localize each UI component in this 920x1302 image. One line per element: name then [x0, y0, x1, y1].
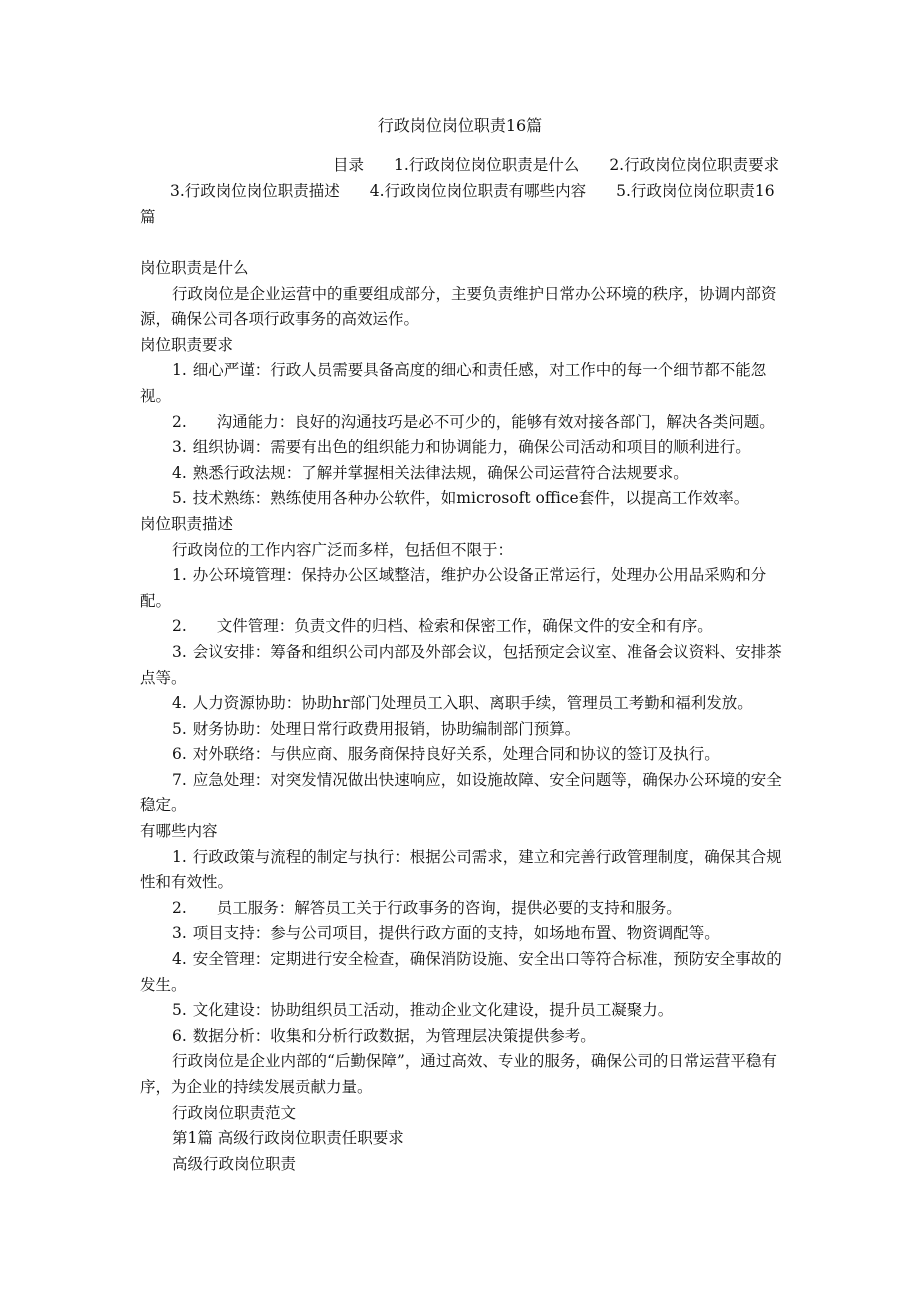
list-text: 数据分析：收集和分析行政数据，为管理层决策提供参考。 [192, 1026, 596, 1045]
document-body [140, 256, 790, 1177]
list-item [140, 563, 790, 614]
toc-item-5[interactable]: 5.行政岗位岗位职责16篇 [140, 182, 775, 226]
list-number: 4. [172, 463, 187, 482]
list-text: 会议安排：筹备和组织公司内部及外部会议，包括预定会议室、准备会议资料、安排茶点等。 [140, 642, 782, 687]
list-number: 2. [172, 617, 187, 636]
toc-item-1[interactable]: 1.行政岗位岗位职责是什么 [394, 156, 580, 174]
list-item [140, 921, 790, 947]
list-text: 沟通能力：良好的沟通技巧是必不可少的，能够有效对接各部门，解决各类问题。 [216, 412, 775, 431]
list-number: 1. [172, 847, 187, 866]
list-item [140, 768, 790, 819]
list-item [140, 947, 790, 998]
list-number: 6. [172, 1026, 187, 1045]
list-item [140, 1024, 790, 1050]
section-heading: 岗位职责是什么 [140, 259, 249, 277]
list-number: 1. [172, 361, 187, 380]
chapter-title: 第1篇 高级行政岗位职责任职要求 [172, 1129, 404, 1148]
list-text: 行政政策与流程的制定与执行：根据公司需求，建立和完善行政管理制度，确保其合规性和有效性。 [140, 847, 782, 892]
subheading: 高级行政岗位职责 [172, 1154, 297, 1173]
list-text: 人力资源协助：协助hr部门处理员工入职、离职手续，管理员工考勤和福利发放。 [192, 694, 753, 713]
list-item [140, 896, 790, 922]
toc-label: 目录 [333, 156, 365, 174]
list-item [140, 998, 790, 1024]
list-number: 7. [172, 770, 187, 789]
list-item [140, 486, 790, 512]
list-text: 安全管理：定期进行安全检查，确保消防设施、安全出口等符合标准，预防安全事故的发生。 [140, 950, 782, 994]
section-heading: 岗位职责描述 [140, 514, 234, 533]
toc-item-4[interactable]: 4.行政岗位岗位职责有哪些内容 [369, 182, 587, 200]
list-item [140, 410, 790, 436]
list-number: 2. [172, 412, 187, 431]
paragraph: 行政岗位是企业运营中的重要组成部分，主要负责维护日常办公环境的秩序，协调内部资源，确保公司各项行政事务的高效运作。 [140, 284, 777, 329]
list-text: 组织协调：需要有出色的组织能力和协调能力，确保公司活动和项目的顺利进行。 [192, 438, 751, 457]
list-number: 3. [172, 438, 187, 457]
list-item [140, 691, 790, 717]
paragraph: 行政岗位的工作内容广泛而多样，包括但不限于： [172, 540, 514, 559]
list-item [140, 614, 790, 640]
list-text: 技术熟练：熟练使用各种办公软件，如microsoft office套件，以提高工作效率。 [192, 489, 750, 508]
list-text: 细心严谨：行政人员需要具备高度的细心和责任感，对工作中的每一个细节都不能忽视。 [140, 361, 767, 405]
list-number: 5. [172, 489, 187, 508]
list-number: 5. [172, 1001, 187, 1020]
list-text: 项目支持：参与公司项目，提供行政方面的支持，如场地布置、物资调配等。 [192, 924, 720, 943]
list-item [140, 845, 790, 896]
list-number: 2. [172, 898, 187, 917]
table-of-contents [140, 152, 785, 230]
list-item [140, 640, 790, 691]
toc-item-2[interactable]: 2.行政岗位岗位职责要求 [609, 156, 780, 174]
list-item [140, 717, 790, 743]
list-item [140, 461, 790, 487]
list-item [140, 358, 790, 409]
sample-heading: 行政岗位职责范文 [172, 1103, 297, 1122]
list-text: 财务协助：处理日常行政费用报销，协助编制部门预算。 [192, 719, 581, 738]
closing-paragraph: 行政岗位是企业内部的“后勤保障”，通过高效、专业的服务，确保公司的日常运营平稳有序，为企业的持续发展贡献力量。 [140, 1052, 777, 1096]
list-number: 6. [172, 745, 187, 764]
list-text: 应急处理：对突发情况做出快速响应，如设施故障、安全问题等，确保办公环境的安全稳定。 [140, 770, 782, 815]
list-item [140, 435, 790, 461]
list-text: 文件管理：负责文件的归档、检索和保密工作，确保文件的安全和有序。 [216, 617, 713, 636]
document-title: 行政岗位岗位职责16篇 [377, 116, 543, 135]
list-number: 5. [172, 719, 187, 738]
list-number: 4. [172, 950, 187, 969]
list-number: 3. [172, 642, 187, 661]
list-text: 熟悉行政法规：了解并掌握相关法律法规，确保公司运营符合法规要求。 [192, 463, 689, 482]
list-text: 文化建设：协助组织员工活动，推动企业文化建设，提升员工凝聚力。 [192, 1001, 674, 1020]
section-heading: 有哪些内容 [140, 822, 218, 841]
list-number: 4. [172, 694, 187, 713]
list-text: 办公环境管理：保持办公区域整洁，维护办公设备正常运行，处理办公用品采购和分配。 [140, 566, 767, 610]
list-text: 对外联络：与供应商、服务商保持良好关系，处理合同和协议的签订及执行。 [192, 745, 720, 764]
section-heading: 岗位职责要求 [140, 335, 234, 354]
list-number: 1. [172, 566, 187, 585]
toc-item-3[interactable]: 3.行政岗位岗位职责描述 [170, 182, 340, 200]
list-number: 3. [172, 924, 187, 943]
list-item [140, 742, 790, 768]
list-text: 员工服务：解答员工关于行政事务的咨询，提供必要的支持和服务。 [216, 898, 682, 917]
